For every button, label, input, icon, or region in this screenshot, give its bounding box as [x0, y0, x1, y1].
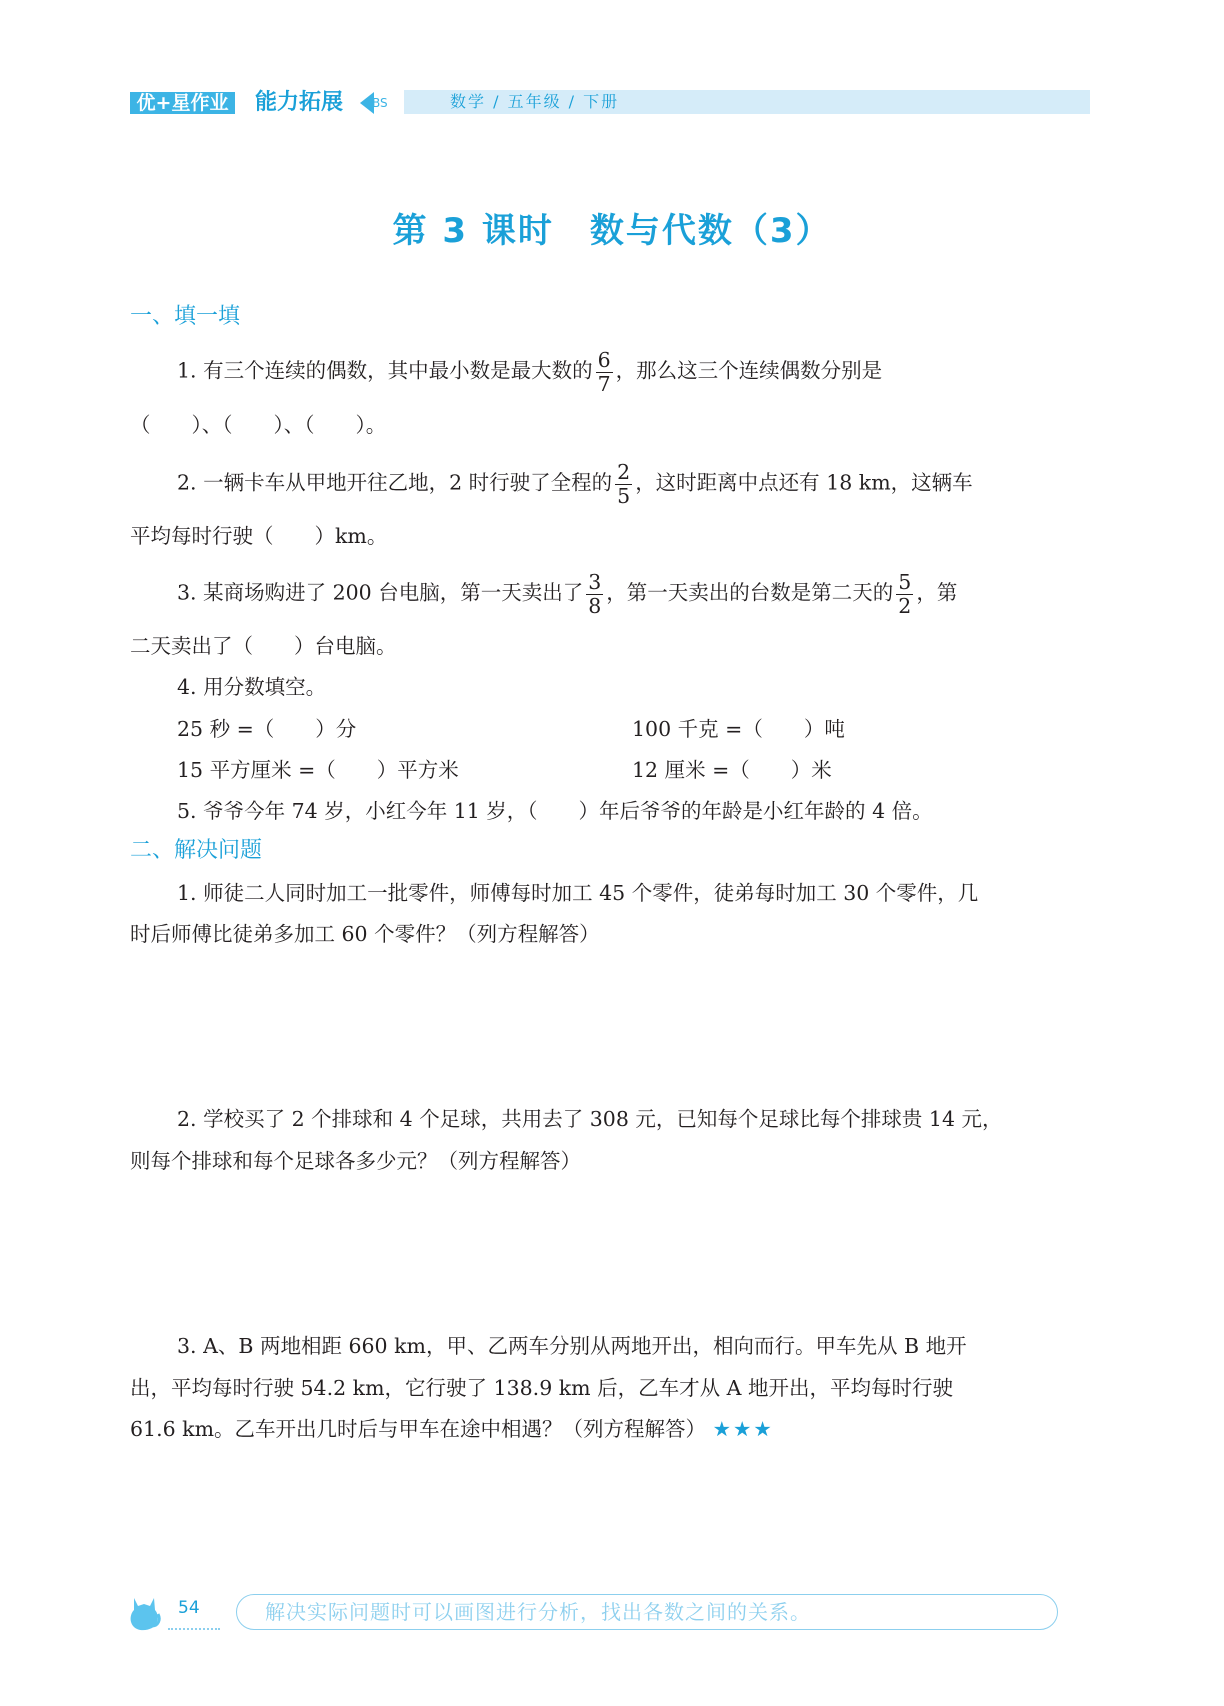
fraction-numerator: 5 — [898, 570, 912, 594]
q3-text-mid: ，第一天卖出的台数是第二天的 — [606, 580, 894, 605]
footer-divider — [168, 1628, 220, 1630]
q5-text: 5. 爷爷今年 74 岁，小红今年 11 岁，（ ）年后爷爷的年龄是小红年龄的 4 倍。 — [177, 799, 933, 823]
problem1-line1: 1. 师徒二人同时加工一批零件，师傅每时加工 45 个零件，徒弟每时加工 30 个零件，几 — [177, 881, 979, 905]
problem2-line2: 则每个排球和每个足球各多少元？（列方程解答） — [130, 1149, 581, 1173]
problem2-line1: 2. 学校买了 2 个排球和 4 个足球，共用去了 308 元，已知每个足球比每个排球贵 14 元， — [177, 1107, 1003, 1131]
q4-text: 4. 用分数填空。 — [177, 675, 327, 699]
fraction-numerator: 2 — [617, 460, 631, 484]
q4-item-a: 25 秒 =（ ）分 — [177, 717, 357, 741]
footer-tip: 解决实际问题时可以画图进行分析，找出各数之间的关系。 — [236, 1594, 1058, 1630]
problem1-line2: 时后师傅比徒弟多加工 60 个零件？（列方程解答） — [130, 922, 600, 946]
series-badge: 优+星作业 — [130, 92, 235, 114]
problem3-line3 — [130, 1412, 1090, 1446]
q2-line1 — [177, 462, 973, 506]
fraction-denominator: 7 — [597, 371, 611, 396]
section-heading-fill: 一、填一填 — [130, 304, 241, 329]
q3-line2: 二天卖出了（ ）台电脑。 — [130, 634, 397, 658]
q2-text-pre: 2. 一辆卡车从甲地开往乙地，2 时行驶了全程的 — [177, 470, 613, 495]
problem3-line1: 3. A、B 两地相距 660 km，甲、乙两车分别从两地开出，相向而行。甲车先从 B 地开 — [177, 1334, 967, 1358]
q2-line2: 平均每时行驶（ ）km。 — [130, 524, 388, 548]
q1-text-pre: 1. 有三个连续的偶数，其中最小数是最大数的 — [177, 358, 593, 383]
page-number: 54 — [178, 1598, 200, 1618]
q4-item-b: 100 千克 =（ ）吨 — [632, 717, 845, 741]
q4-item-d: 12 厘米 =（ ）米 — [632, 758, 832, 782]
q2-text-post: ，这时距离中点还有 18 km，这辆车 — [635, 470, 973, 495]
problem3-line3-text: 61.6 km。乙车开出几时后与甲车在途中相遇？（列方程解答） — [130, 1417, 707, 1441]
fraction-denominator: 5 — [617, 483, 631, 508]
q3-text-post: ，第 — [916, 580, 958, 605]
difficulty-stars: ★★★ — [712, 1417, 774, 1441]
q1-line2: （ ）、（ ）、（ ）。 — [130, 413, 387, 437]
page-title: 第 3 课时 数与代数（3） — [392, 211, 832, 251]
fraction-numerator: 3 — [588, 570, 602, 594]
q3-line1 — [177, 572, 957, 616]
fraction-denominator: 2 — [898, 593, 912, 618]
q2-fraction — [615, 462, 632, 506]
q4-item-c: 15 平方厘米 =（ ）平方米 — [177, 758, 459, 782]
edition-label: BS — [372, 96, 388, 110]
q3-fraction-2 — [896, 572, 913, 616]
series-title: 能力拓展 — [255, 89, 344, 115]
q3-fraction-1 — [586, 572, 603, 616]
cat-icon — [128, 1592, 162, 1632]
section-heading-solve: 二、解决问题 — [130, 838, 263, 863]
subject-label: 数学 / 五年级 / 下册 — [450, 92, 620, 111]
q1-line1 — [177, 350, 882, 394]
q1-fraction — [596, 350, 613, 394]
fraction-denominator: 8 — [588, 593, 602, 618]
q3-text-pre: 3. 某商场购进了 200 台电脑，第一天卖出了 — [177, 580, 584, 605]
problem3-line2: 出，平均每时行驶 54.2 km，它行驶了 138.9 km 后，乙车才从 A 地开出，平均每时行驶 — [130, 1376, 953, 1400]
fraction-numerator: 6 — [597, 348, 611, 372]
q1-text-post: ，那么这三个连续偶数分别是 — [615, 358, 883, 383]
